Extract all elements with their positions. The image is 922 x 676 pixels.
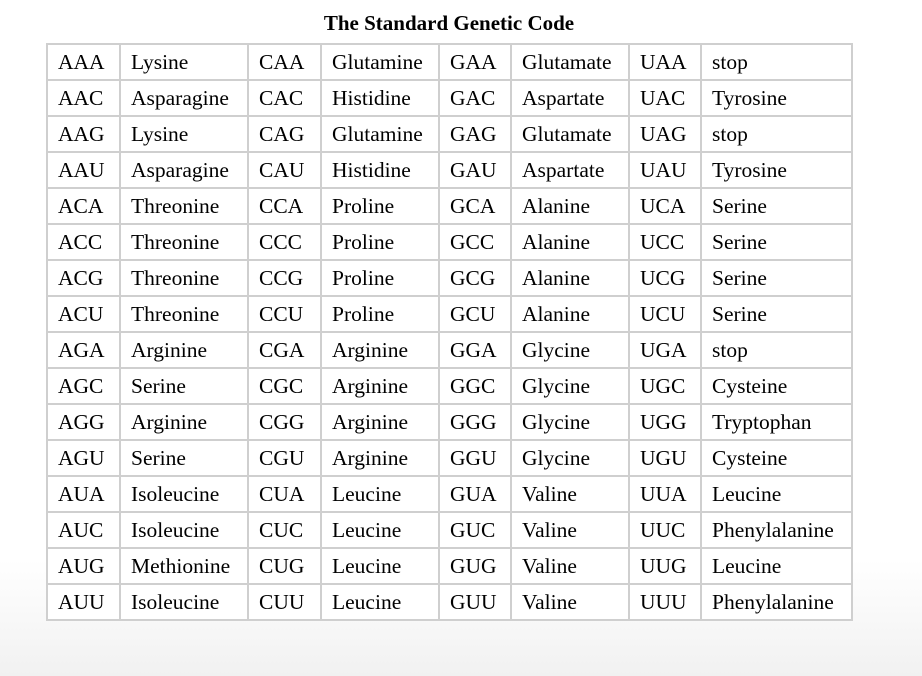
table-row xyxy=(48,369,853,405)
codon-cell: UAG xyxy=(630,117,702,153)
codon-cell: CUG xyxy=(249,549,322,585)
codon-cell: AAA xyxy=(48,45,121,81)
codon-cell: ACU xyxy=(48,297,121,333)
codon-cell: GGG xyxy=(440,405,512,441)
amino-acid-cell: Alanine xyxy=(512,261,630,297)
codon-cell: AAU xyxy=(48,153,121,189)
table-row xyxy=(48,333,853,369)
codon-cell: UCG xyxy=(630,261,702,297)
amino-acid-cell: Isoleucine xyxy=(121,477,249,513)
table-row xyxy=(48,117,853,153)
codon-cell: UAU xyxy=(630,153,702,189)
amino-acid-cell: Glutamate xyxy=(512,117,630,153)
codon-cell: UUA xyxy=(630,477,702,513)
amino-acid-cell: Glycine xyxy=(512,405,630,441)
genetic-code-table xyxy=(46,43,853,621)
amino-acid-cell: stop xyxy=(702,333,853,369)
codon-cell: UUC xyxy=(630,513,702,549)
codon-cell: GUC xyxy=(440,513,512,549)
amino-acid-cell: Leucine xyxy=(322,513,440,549)
amino-acid-cell: stop xyxy=(702,45,853,81)
amino-acid-cell: Arginine xyxy=(322,405,440,441)
codon-cell: GAU xyxy=(440,153,512,189)
amino-acid-cell: Valine xyxy=(512,477,630,513)
amino-acid-cell: Leucine xyxy=(322,549,440,585)
amino-acid-cell: Cysteine xyxy=(702,441,853,477)
codon-cell: CAU xyxy=(249,153,322,189)
amino-acid-cell: Aspartate xyxy=(512,153,630,189)
codon-cell: CUA xyxy=(249,477,322,513)
codon-cell: GCG xyxy=(440,261,512,297)
codon-cell: UAC xyxy=(630,81,702,117)
codon-cell: UCA xyxy=(630,189,702,225)
codon-cell: CUU xyxy=(249,585,322,621)
amino-acid-cell: Glycine xyxy=(512,333,630,369)
codon-cell: CCA xyxy=(249,189,322,225)
codon-cell: GAA xyxy=(440,45,512,81)
table-row xyxy=(48,585,853,621)
table-row xyxy=(48,405,853,441)
codon-cell: GGU xyxy=(440,441,512,477)
amino-acid-cell: Histidine xyxy=(322,81,440,117)
codon-cell: AAC xyxy=(48,81,121,117)
amino-acid-cell: Proline xyxy=(322,261,440,297)
codon-cell: UUG xyxy=(630,549,702,585)
amino-acid-cell: Valine xyxy=(512,549,630,585)
codon-cell: UUU xyxy=(630,585,702,621)
codon-cell: CGC xyxy=(249,369,322,405)
amino-acid-cell: Tyrosine xyxy=(702,81,853,117)
amino-acid-cell: Threonine xyxy=(121,189,249,225)
amino-acid-cell: Glutamate xyxy=(512,45,630,81)
table-row xyxy=(48,261,853,297)
codon-cell: AGU xyxy=(48,441,121,477)
amino-acid-cell: Proline xyxy=(322,189,440,225)
amino-acid-cell: Glycine xyxy=(512,441,630,477)
amino-acid-cell: Leucine xyxy=(702,477,853,513)
amino-acid-cell: Valine xyxy=(512,513,630,549)
codon-cell: UCC xyxy=(630,225,702,261)
codon-cell: CAG xyxy=(249,117,322,153)
amino-acid-cell: Alanine xyxy=(512,189,630,225)
codon-cell: GCA xyxy=(440,189,512,225)
codon-cell: GUU xyxy=(440,585,512,621)
codon-cell: UAA xyxy=(630,45,702,81)
amino-acid-cell: Leucine xyxy=(702,549,853,585)
table-row xyxy=(48,153,853,189)
codon-cell: AUC xyxy=(48,513,121,549)
amino-acid-cell: Glycine xyxy=(512,369,630,405)
amino-acid-cell: Isoleucine xyxy=(121,585,249,621)
codon-cell: CGU xyxy=(249,441,322,477)
table-row xyxy=(48,477,853,513)
amino-acid-cell: Threonine xyxy=(121,261,249,297)
codon-cell: AUG xyxy=(48,549,121,585)
amino-acid-cell: Aspartate xyxy=(512,81,630,117)
amino-acid-cell: Proline xyxy=(322,225,440,261)
codon-cell: CUC xyxy=(249,513,322,549)
table-row xyxy=(48,549,853,585)
amino-acid-cell: Serine xyxy=(121,441,249,477)
table-title: The Standard Genetic Code xyxy=(323,11,575,35)
amino-acid-cell: Arginine xyxy=(121,405,249,441)
codon-cell: GAC xyxy=(440,81,512,117)
table-row xyxy=(48,225,853,261)
codon-cell: AGG xyxy=(48,405,121,441)
codon-cell: AGA xyxy=(48,333,121,369)
codon-cell: ACA xyxy=(48,189,121,225)
codon-cell: CCU xyxy=(249,297,322,333)
amino-acid-cell: Lysine xyxy=(121,45,249,81)
table-row xyxy=(48,513,853,549)
amino-acid-cell: Arginine xyxy=(322,333,440,369)
amino-acid-cell: Tyrosine xyxy=(702,153,853,189)
amino-acid-cell: Proline xyxy=(322,297,440,333)
codon-cell: CGA xyxy=(249,333,322,369)
amino-acid-cell: Serine xyxy=(702,261,853,297)
amino-acid-cell: Isoleucine xyxy=(121,513,249,549)
amino-acid-cell: Threonine xyxy=(121,225,249,261)
amino-acid-cell: Cysteine xyxy=(702,369,853,405)
codon-cell: UGA xyxy=(630,333,702,369)
codon-cell: GCU xyxy=(440,297,512,333)
codon-cell: GGA xyxy=(440,333,512,369)
amino-acid-cell: Valine xyxy=(512,585,630,621)
amino-acid-cell: Serine xyxy=(702,297,853,333)
amino-acid-cell: Serine xyxy=(702,189,853,225)
codon-cell: CGG xyxy=(249,405,322,441)
table-row xyxy=(48,81,853,117)
codon-cell: GUG xyxy=(440,549,512,585)
amino-acid-cell: Phenylalanine xyxy=(702,513,853,549)
table-row xyxy=(48,297,853,333)
amino-acid-cell: Glutamine xyxy=(322,117,440,153)
codon-cell: GGC xyxy=(440,369,512,405)
amino-acid-cell: Arginine xyxy=(322,441,440,477)
codon-cell: AUU xyxy=(48,585,121,621)
amino-acid-cell: Threonine xyxy=(121,297,249,333)
amino-acid-cell: Alanine xyxy=(512,297,630,333)
amino-acid-cell: Glutamine xyxy=(322,45,440,81)
amino-acid-cell: Methionine xyxy=(121,549,249,585)
codon-cell: GCC xyxy=(440,225,512,261)
codon-cell: AGC xyxy=(48,369,121,405)
amino-acid-cell: stop xyxy=(702,117,853,153)
codon-cell: UGU xyxy=(630,441,702,477)
codon-cell: UGC xyxy=(630,369,702,405)
amino-acid-cell: Asparagine xyxy=(121,81,249,117)
amino-acid-cell: Phenylalanine xyxy=(702,585,853,621)
codon-cell: GUA xyxy=(440,477,512,513)
amino-acid-cell: Arginine xyxy=(121,333,249,369)
amino-acid-cell: Alanine xyxy=(512,225,630,261)
codon-cell: GAG xyxy=(440,117,512,153)
amino-acid-cell: Histidine xyxy=(322,153,440,189)
table-row xyxy=(48,189,853,225)
codon-cell: AAG xyxy=(48,117,121,153)
codon-cell: CCG xyxy=(249,261,322,297)
amino-acid-cell: Asparagine xyxy=(121,153,249,189)
amino-acid-cell: Leucine xyxy=(322,477,440,513)
table-row xyxy=(48,45,853,81)
codon-cell: CAA xyxy=(249,45,322,81)
table-row xyxy=(48,441,853,477)
codon-cell: CAC xyxy=(249,81,322,117)
amino-acid-cell: Leucine xyxy=(322,585,440,621)
codon-cell: UGG xyxy=(630,405,702,441)
codon-cell: ACG xyxy=(48,261,121,297)
amino-acid-cell: Tryptophan xyxy=(702,405,853,441)
codon-cell: UCU xyxy=(630,297,702,333)
table-body xyxy=(48,45,853,621)
codon-cell: CCC xyxy=(249,225,322,261)
codon-cell: AUA xyxy=(48,477,121,513)
codon-cell: ACC xyxy=(48,225,121,261)
amino-acid-cell: Serine xyxy=(702,225,853,261)
amino-acid-cell: Serine xyxy=(121,369,249,405)
amino-acid-cell: Arginine xyxy=(322,369,440,405)
amino-acid-cell: Lysine xyxy=(121,117,249,153)
